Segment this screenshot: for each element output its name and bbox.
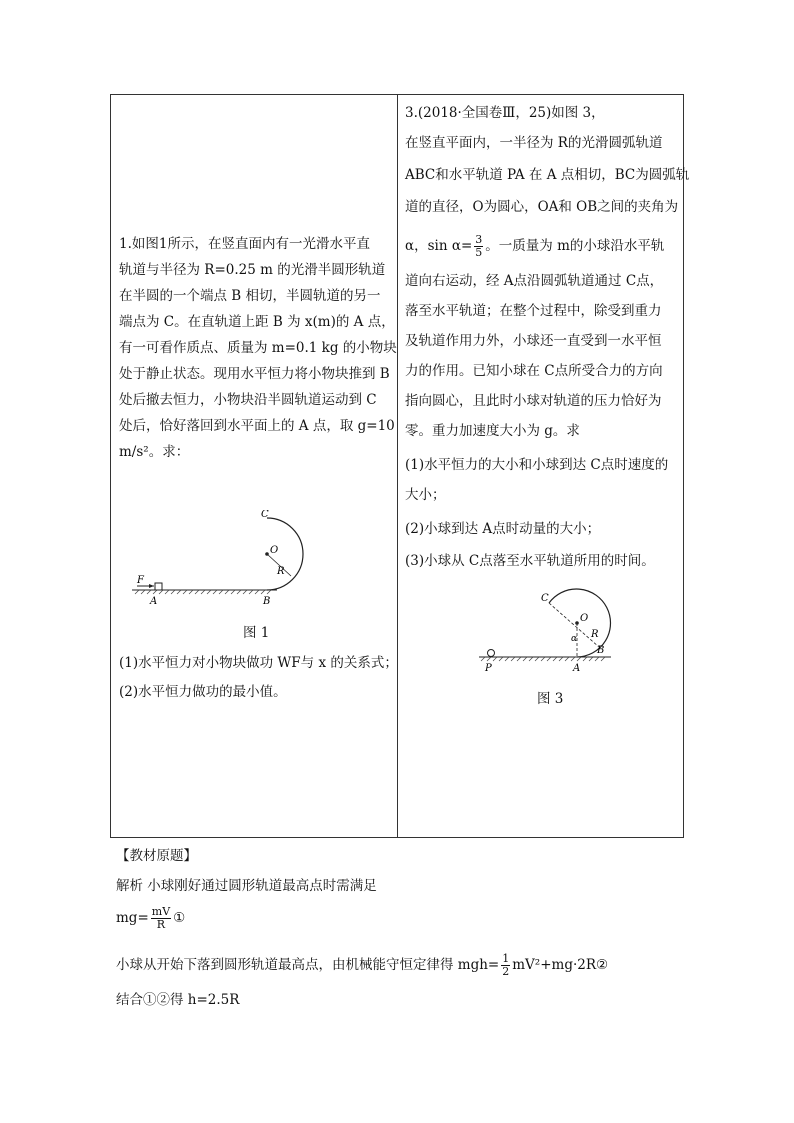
line3-text: 小球从开始下落到圆形轨道最高点，由机械能守恒定律得 mgh= — [116, 957, 500, 973]
sin-fraction — [474, 234, 483, 259]
figure-1-diagram — [127, 510, 307, 605]
figure-3-caption: 图 3 — [537, 691, 564, 707]
problem1-line: 有一可看作质点、质量为 m=0.1 kg 的小物块 — [119, 340, 397, 356]
line3-fraction — [501, 953, 510, 978]
problem3-line: 落至水平轨道；在整个过程中，除受到重力 — [405, 303, 662, 319]
problem1-line: 端点为 C。在直轨道上距 B 为 x(m)的 A 点， — [119, 314, 395, 330]
line3-numerator: 1 — [502, 952, 510, 965]
fig3-label-a: A — [573, 663, 581, 674]
fig1-label-f: F — [137, 575, 144, 586]
problem1-line: 1.如图1所示，在竖直面内有一光滑水平直 — [119, 236, 370, 252]
eq1-mark: ① — [173, 910, 186, 926]
eq1-fraction — [151, 906, 171, 931]
problem3-line: ABC和水平轨道 PA 在 A 点相切，BC为圆弧轨 — [405, 167, 690, 183]
problem3-sin-line — [405, 233, 664, 259]
line3-denominator: 2 — [502, 965, 510, 978]
eq1-numerator: mV — [151, 905, 171, 918]
problem3-question: (2)小球到达 A点时动量的大小； — [405, 521, 601, 537]
analysis-line4: 结合①②得 h=2.5R — [116, 992, 240, 1008]
eq1-left: mg= — [116, 910, 149, 926]
problem1-line: 处于静止状态。现用水平恒力将小物块推到 B — [119, 366, 390, 382]
fig3-label-o: O — [580, 613, 589, 624]
problem1-question: (2)水平恒力做功的最小值。 — [119, 684, 287, 700]
fig3-label-b: B — [597, 645, 605, 656]
problem3-line: 力的作用。已知小球在 C点所受合力的方向 — [405, 363, 663, 379]
problem3-header: 3.(2018·全国卷Ⅲ，25)如图 3， — [405, 105, 605, 121]
fig1-label-c: C — [261, 510, 269, 520]
problem1-question: (1)水平恒力对小物块做功 WF与 x 的关系式； — [119, 655, 398, 671]
eq1-denominator: R — [156, 918, 166, 931]
problem3-question: 大小； — [405, 487, 446, 503]
sin-suffix: 。一质量为 m的小球沿水平轨 — [485, 238, 665, 254]
fig3-label-c: C — [541, 593, 549, 604]
problem1-line: 处后，恰好落回到水平面上的 A 点，取 g=10 — [119, 418, 395, 434]
analysis-line3 — [116, 952, 608, 978]
fig1-label-a: A — [150, 596, 158, 605]
sin-prefix: α，sin α= — [405, 238, 473, 254]
problem3-line: 及轨道作用力外，小球还一直受到一水平恒 — [405, 333, 662, 349]
analysis-line1: 解析 小球刚好通过圆形轨道最高点时需满足 — [116, 878, 377, 894]
fig3-label-r: R — [591, 629, 599, 640]
column-divider — [397, 95, 398, 837]
fig1-label-o: O — [270, 545, 279, 556]
fig3-label-alpha: α — [571, 634, 578, 644]
problem3-line: 在竖直平面内，一半径为 R的光滑圆弧轨道 — [405, 135, 663, 151]
problem3-line: 零。重力加速度大小为 g。求 — [405, 423, 580, 439]
problem3-line: 道的直径，O为圆心，OA和 OB之间的夹角为 — [405, 199, 679, 215]
sin-denominator: 5 — [475, 246, 483, 259]
problem1-line: m/s²。求： — [119, 444, 190, 460]
problem-table — [110, 94, 690, 838]
problem3-line: 指向圆心，且此时小球对轨道的压力恰好为 — [405, 393, 662, 409]
problem3-question: (3)小球从 C点落至水平轨道所用的时间。 — [405, 553, 655, 569]
sin-numerator: 3 — [475, 233, 483, 246]
analysis-eq1 — [116, 904, 185, 932]
figure-1-caption: 图 1 — [243, 625, 270, 641]
analysis-heading: 【教材原题】 — [116, 848, 197, 864]
line3-rest: mV²+mg·2R② — [512, 957, 609, 973]
fig1-label-b: B — [263, 596, 271, 605]
fig3-label-p: P — [485, 663, 492, 674]
problem3-question: (1)水平恒力的大小和小球到达 C点时速度的 — [405, 457, 669, 473]
problem1-line: 处后撤去恒力，小物块沿半圆轨道运动到 C — [119, 392, 377, 408]
problem3-line: 道向右运动，经 A点沿圆弧轨道通过 C点， — [405, 273, 664, 289]
fig1-label-r: R — [277, 566, 285, 577]
problem1-line: 在半圆的一个端点 B 相切，半圆轨道的另一 — [119, 288, 381, 304]
problem1-line: 轨道与半径为 R=0.25 m 的光滑半圆形轨道 — [119, 262, 386, 278]
figure-3-diagram — [471, 585, 621, 675]
